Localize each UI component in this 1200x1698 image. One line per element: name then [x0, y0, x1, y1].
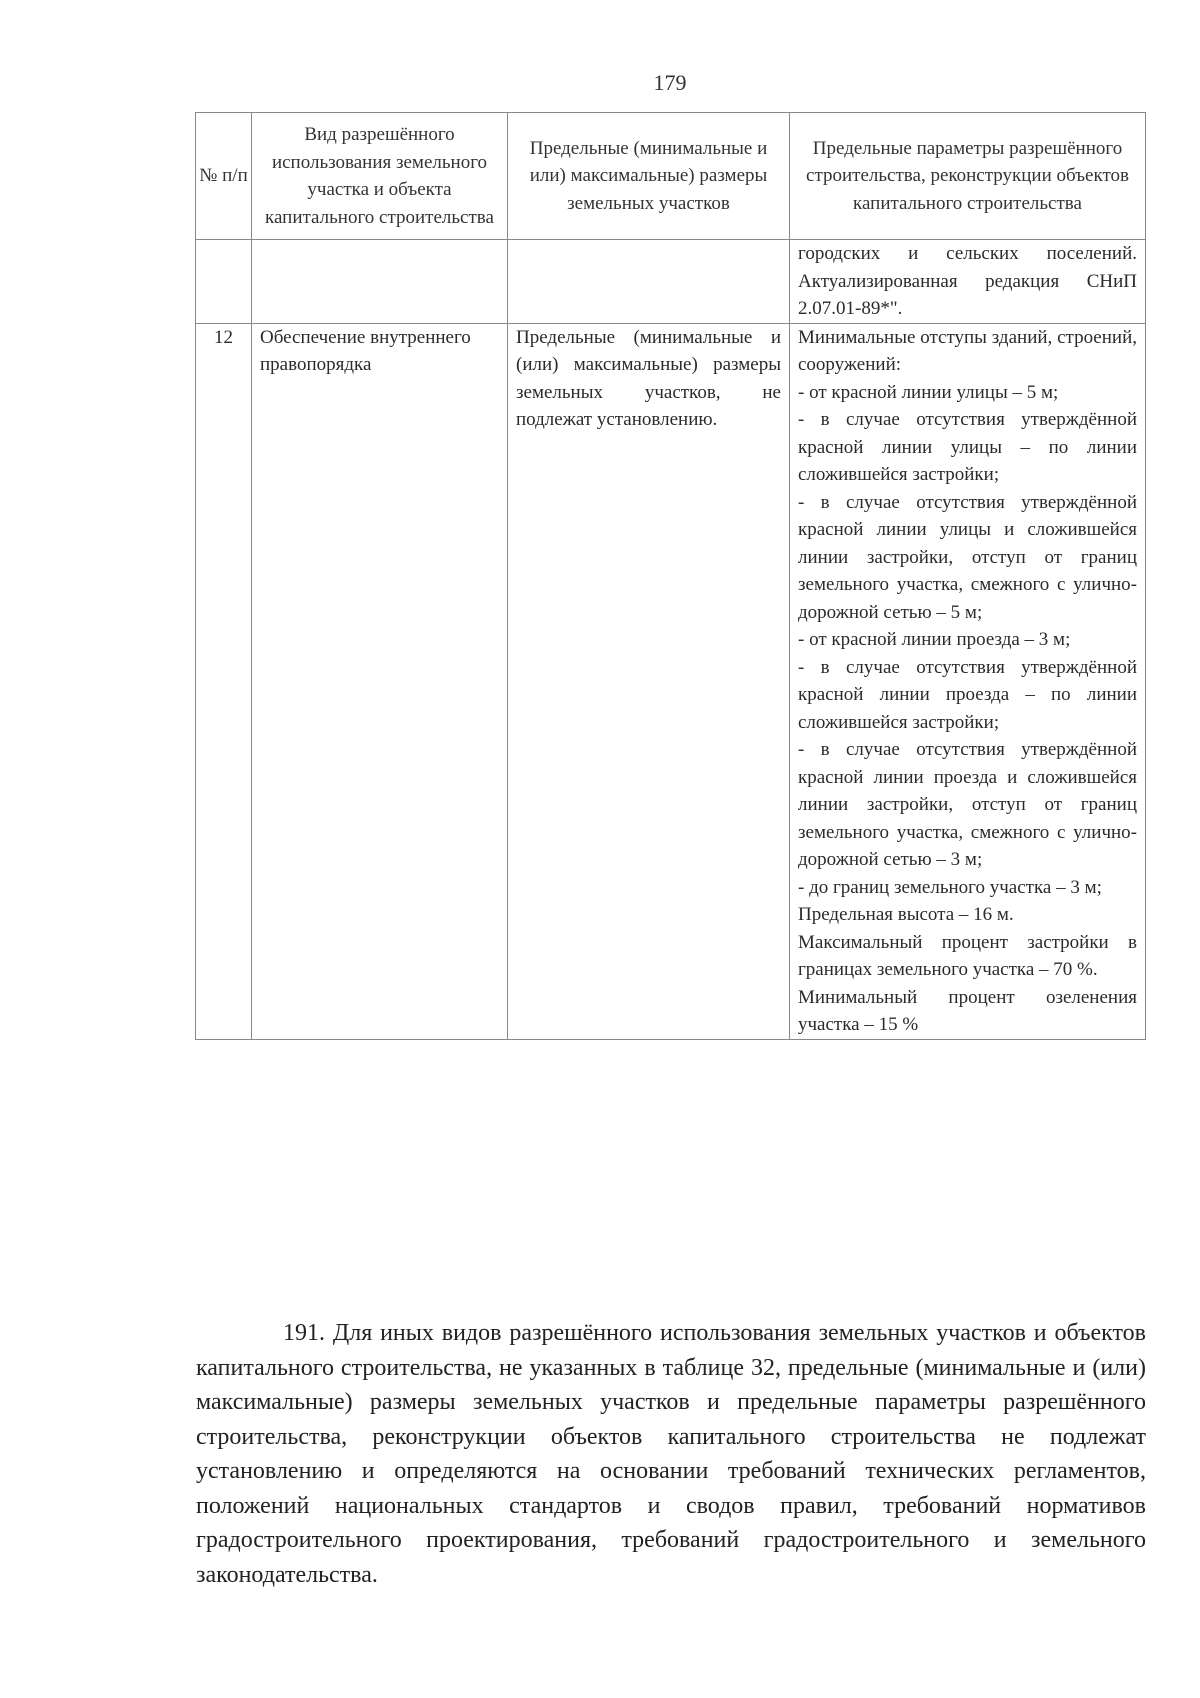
- params-line: - в случае отсутствия утверждённой красной линии проезда и сложившейся линии застройки, отступ от границ земельного участка, смежного с улично-дорожной сетью – 3 м;: [798, 739, 1137, 870]
- cell-params-continuation: городских и сельских поселений. Актуализированная редакция СНиП 2.07.01-89*".: [790, 240, 1146, 324]
- table-row: [196, 323, 1146, 1039]
- table-row: [196, 240, 1146, 324]
- header-usage-kind: Вид разрешённого использования земельного участка и объекта капитального строительства: [252, 113, 508, 240]
- header-construction-params: Предельные параметры разрешённого строительства, реконструкции объектов капитального строительства: [790, 113, 1146, 240]
- params-line: - в случае отсутствия утверждённой красной линии улицы и сложившейся линии застройки, отступ от границ земельного участка, смежного с улично-дорожной сетью – 5 м;: [798, 491, 1137, 623]
- params-line: Предельная высота – 16 м.: [798, 904, 1014, 925]
- params-line: - от красной линии проезда – 3 м;: [798, 629, 1071, 650]
- params-line: - в случае отсутствия утверждённой красной линии проезда – по линии сложившейся застройки;: [798, 656, 1137, 733]
- paragraph-191: 191. Для иных видов разрешённого использования земельных участков и объектов капитального строительства, не указанных в таблице 32, предельные (минимальные и (или) максимальные) размеры земельных участков и предельные параметры разрешённого строительства, реконструкции объектов капитального строительства не подлежат установлению и определяются на основании требований технических регламентов, положений национальных стандартов и сводов правил, требований нормативов градостроительного проектирования, требований градостроительного и земельного законодательства.: [196, 1320, 1146, 1588]
- table-header-row: [196, 113, 1146, 240]
- cell-empty: [196, 240, 252, 324]
- params-line: - до границ земельного участка – 3 м;: [798, 876, 1102, 898]
- header-number: № п/п: [196, 113, 252, 240]
- params-line: Максимальный процент застройки в границах земельного участка – 70 %.: [798, 931, 1137, 980]
- cell-plot-sizes: Предельные (минимальные и (или) максимальные) размеры земельных участков, не подлежат установлению.: [508, 323, 790, 1039]
- header-plot-sizes: Предельные (минимальные и или) максимальные) размеры земельных участков: [508, 113, 790, 240]
- cell-empty: [508, 240, 790, 324]
- cell-usage-kind: Обеспечение внутреннего правопорядка: [252, 323, 508, 1039]
- cell-empty: [252, 240, 508, 324]
- params-line: - от красной линии улицы – 5 м;: [798, 381, 1059, 403]
- page-number: 179: [653, 70, 687, 95]
- params-line: Минимальный процент озеленения участка – 15 %: [798, 986, 1137, 1035]
- cell-row-number: 12: [196, 323, 252, 1039]
- params-line: - в случае отсутствия утверждённой красной линии улицы – по линии сложившейся застройки;: [798, 409, 1137, 485]
- cell-construction-params: [790, 323, 1146, 1039]
- regulations-table: [195, 112, 1146, 1040]
- params-line: Минимальные отступы зданий, строений, сооружений:: [798, 326, 1137, 375]
